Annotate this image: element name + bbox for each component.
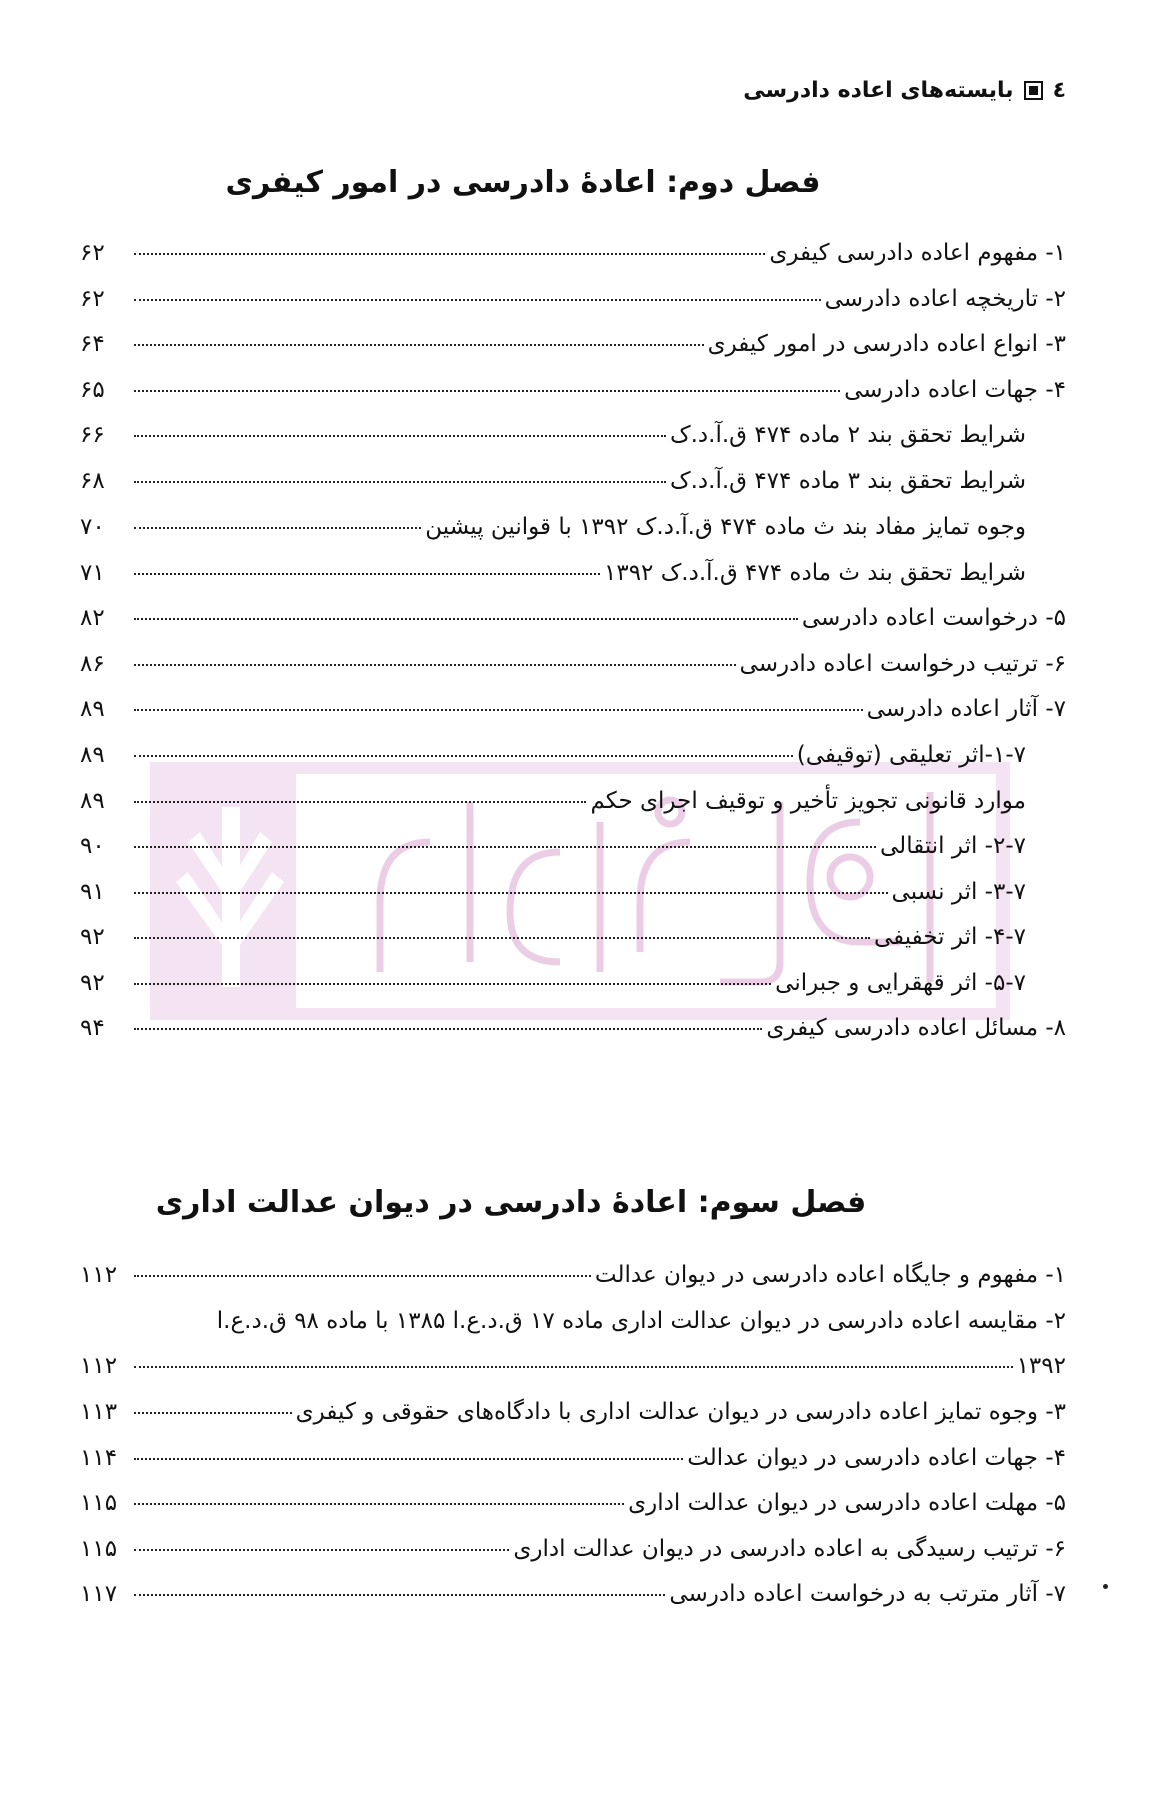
toc-entry[interactable]: [80, 1490, 1066, 1526]
toc-page-number: ۱۱۵: [80, 1536, 118, 1562]
dot-leader: [134, 801, 586, 803]
toc-page-number: ۹۱: [80, 879, 105, 905]
toc-page-number: ۱۱۴: [80, 1445, 118, 1471]
dot-leader: [134, 435, 666, 437]
toc-entry[interactable]: [80, 1399, 1066, 1435]
dot-leader: [134, 846, 876, 848]
toc-entry-title: ۸- مسائل اعاده دادرسی کیفری: [766, 1015, 1066, 1041]
dot-leader: [134, 1366, 1013, 1368]
toc-entry-title: ۳- انواع اعاده دادرسی در امور کیفری: [707, 331, 1066, 357]
toc-page-number: ۸۶: [80, 651, 105, 677]
dot-leader: [134, 892, 888, 894]
toc-entry-title: ۷- آثار مترتب به درخواست اعاده دادرسی: [669, 1581, 1066, 1607]
toc-entry-title: ۲-۷- اثر انتقالی: [880, 833, 1026, 859]
dot-leader: [134, 1275, 591, 1277]
dot-leader: [134, 573, 600, 575]
toc-entry-title: ۷- آثار اعاده دادرسی: [866, 696, 1066, 722]
toc-entry-title: ۲- مقایسه اعاده دادرسی در دیوان عدالت اداری ماده ۱۷ ق.د.ع.ا ۱۳۸۵ با ماده ۹۸ ق.د.ع.ا: [216, 1308, 1066, 1334]
toc-entry-title: شرایط تحقق بند ث ماده ۴۷۴ ق.آ.د.ک ۱۳۹۲: [603, 560, 1026, 586]
toc-entry-title: ۳-۷- اثر نسبی: [891, 879, 1026, 905]
toc-entry-title: ۱۳۹۲: [1016, 1353, 1066, 1379]
toc-page-number: ۸۹: [80, 696, 105, 722]
toc-entry-title: ۵- درخواست اعاده دادرسی: [801, 605, 1066, 631]
toc-page-number: ۱۱۲: [80, 1262, 118, 1288]
toc-entry[interactable]: [80, 331, 1066, 367]
toc-entry[interactable]: [80, 286, 1066, 322]
toc-entry[interactable]: [80, 468, 1026, 504]
toc-entry-title: وجوه تمایز مفاد بند ث ماده ۴۷۴ ق.آ.د.ک ۱۳۹۲ با قوانین پیشین: [425, 514, 1026, 540]
toc-page-number: ۱۱۷: [80, 1581, 118, 1607]
toc-entry[interactable]: [80, 514, 1026, 550]
dot-leader: [134, 983, 771, 985]
toc-entry[interactable]: [80, 605, 1066, 641]
toc-page-number: ۱۱۲: [80, 1353, 118, 1379]
toc-entry[interactable]: [80, 240, 1066, 276]
dot-leader: [134, 1549, 509, 1551]
toc-entry-continuation[interactable]: [80, 1353, 1066, 1389]
toc-page-number: ۸۲: [80, 605, 105, 631]
toc-page-number: ۷۱: [80, 560, 105, 586]
page-number: ٤: [1052, 78, 1066, 103]
dot-leader: [134, 253, 765, 255]
running-title: بایسته‌های اعاده دادرسی: [743, 78, 1014, 103]
toc-entry-title: ۱-۷-اثر تعلیقی (توقیفی): [796, 742, 1026, 768]
toc-entry[interactable]: [120, 1308, 1066, 1344]
toc-entry[interactable]: [80, 924, 1026, 960]
toc-entry-title: ۵- مهلت اعاده دادرسی در دیوان عدالت اداری: [628, 1490, 1066, 1516]
boxed-square-icon: [1024, 81, 1043, 100]
dot-leader: [134, 527, 421, 529]
toc-page-number: ۹۲: [80, 970, 105, 996]
toc-page-number: ۹۰: [80, 833, 105, 859]
toc-entry[interactable]: [80, 651, 1066, 687]
dot-leader: [134, 299, 821, 301]
toc-entry[interactable]: [80, 742, 1026, 778]
toc-page-number: ۶۸: [80, 468, 105, 494]
toc-entry[interactable]: [80, 560, 1026, 596]
chapter-2-title: فصل دوم: اعادهٔ دادرسی در امور کیفری: [225, 165, 821, 200]
toc-entry-title: ۴- جهات اعاده دادرسی: [844, 377, 1066, 403]
toc-entry[interactable]: [80, 1581, 1066, 1617]
toc-page-number: ۱۱۵: [80, 1490, 118, 1516]
chapter-3-title: فصل سوم: اعادهٔ دادرسی در دیوان عدالت اداری: [155, 1185, 867, 1220]
toc-entry-title: ۶- ترتیب درخواست اعاده دادرسی: [739, 651, 1066, 677]
toc-entry-title: ۱- مفهوم و جایگاه اعاده دادرسی در دیوان عدالت: [594, 1262, 1066, 1288]
dot-leader: [134, 1594, 665, 1596]
toc-page-number: ۱۱۳: [80, 1399, 118, 1425]
toc-page-number: ۶۲: [80, 286, 105, 312]
toc-entry-title: ۶- ترتیب رسیدگی به اعاده دادرسی در دیوان عدالت اداری: [513, 1536, 1066, 1562]
toc-entry[interactable]: [80, 879, 1026, 915]
toc-entry[interactable]: [80, 422, 1026, 458]
toc-entry-title: شرایط تحقق بند ۳ ماده ۴۷۴ ق.آ.د.ک: [670, 468, 1026, 494]
toc-page-number: ۶۶: [80, 422, 105, 448]
toc-entry[interactable]: [80, 696, 1066, 732]
toc-entry[interactable]: [80, 1015, 1066, 1051]
dot-leader: [134, 481, 666, 483]
stray-mark: [1103, 1584, 1108, 1589]
dot-leader: [134, 937, 870, 939]
toc-page-number: ۶۵: [80, 377, 105, 403]
toc-page-number: ۷۰: [80, 514, 105, 540]
toc-entry[interactable]: [80, 1445, 1066, 1481]
toc-entry[interactable]: [80, 1536, 1066, 1572]
running-header: [743, 78, 1066, 103]
toc-entry-title: ۴- جهات اعاده دادرسی در دیوان عدالت: [687, 1445, 1066, 1471]
toc-entry[interactable]: [80, 970, 1026, 1006]
toc-entry-title: ۳- وجوه تمایز اعاده دادرسی در دیوان عدالت اداری با دادگاه‌های حقوقی و کیفری: [295, 1399, 1066, 1425]
toc-entry-title: ۴-۷- اثر تخفیفی: [873, 924, 1026, 950]
toc-entry-title: شرایط تحقق بند ۲ ماده ۴۷۴ ق.آ.د.ک: [670, 422, 1026, 448]
toc-page-number: ۶۴: [80, 331, 105, 357]
dot-leader: [134, 390, 840, 392]
dot-leader: [134, 1412, 292, 1414]
toc-page-number: ۸۹: [80, 788, 105, 814]
toc-entry[interactable]: [80, 1262, 1066, 1298]
toc-entry[interactable]: [80, 788, 1026, 824]
toc-page-number: ۹۴: [80, 1015, 105, 1041]
dot-leader: [134, 1028, 762, 1030]
dot-leader: [134, 618, 798, 620]
dot-leader: [134, 1503, 624, 1505]
toc-entry-title: موارد قانونی تجویز تأخیر و توقیف اجرای حکم: [590, 788, 1026, 814]
dot-leader: [134, 709, 863, 711]
toc-entry-title: ۵-۷- اثر قهقرایی و جبرانی: [775, 970, 1026, 996]
toc-entry-title: ۲- تاریخچه اعاده دادرسی: [824, 286, 1066, 312]
dot-leader: [134, 664, 736, 666]
toc-page-number: ۹۲: [80, 924, 105, 950]
toc-page-number: ۸۹: [80, 742, 105, 768]
dot-leader: [134, 344, 704, 346]
dot-leader: [134, 755, 793, 757]
toc-page-number: ۶۲: [80, 240, 105, 266]
toc-entry[interactable]: [80, 833, 1026, 869]
dot-leader: [134, 1458, 683, 1460]
toc-entry-title: ۱- مفهوم اعاده دادرسی کیفری: [769, 240, 1066, 266]
toc-entry[interactable]: [80, 377, 1066, 413]
